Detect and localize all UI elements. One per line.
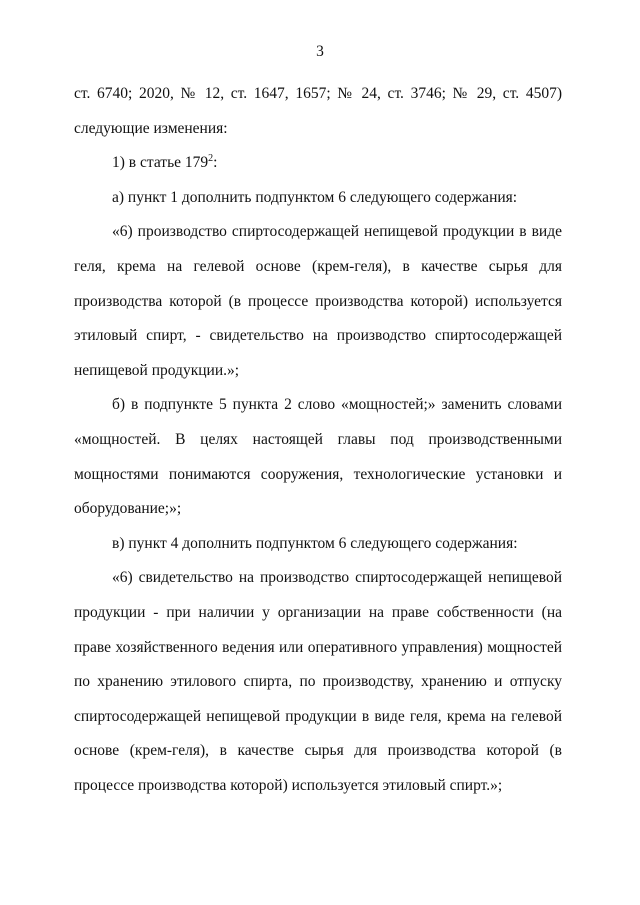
document-body	[74, 77, 562, 803]
article-superscript: 2	[208, 153, 214, 165]
paragraph-item-b: б) в подпункте 5 пункта 2 слово «мощностей;» заменить словами «мощностей. В целях настоящей главы под производственными мощностями понимаются сооружения, технологические установки и оборудование;»;	[74, 396, 562, 518]
paragraph-continuation: ст. 6740; 2020, № 12, ст. 1647, 1657; № 24, ст. 3746; № 29, ст. 4507) следующие изменения:	[74, 85, 562, 137]
paragraph-quote-6-certificate: «6) свидетельство на производство спиртосодержащей непищевой продукции - при наличии у организации на праве собственности (на праве хозяйственного ведения или оперативного управления) мощностей по хранению этилового спирта, по производству, хранению и отпуску спиртосодержащей непищевой продукции в виде геля, крема на гелевой основе (крем-геля), в качестве сырья для производства которой (в процессе производства которой) используется этиловый спирт.»;	[74, 569, 562, 794]
article-reference: 1) в статье 179	[112, 154, 209, 172]
paragraph-item-v: в) пункт 4 дополнить подпунктом 6 следующего содержания:	[112, 534, 518, 552]
page-number: 3	[316, 43, 324, 60]
paragraph-item-a: а) пункт 1 дополнить подпунктом 6 следующего содержания:	[112, 188, 518, 206]
paragraph-item-1	[74, 146, 562, 181]
paragraph-quote-6-production: «6) производство спиртосодержащей непищевой продукции в виде геля, крема на гелевой основе (крем-геля), в качестве сырья для производства которой (в процессе производства которой) используется этиловый спирт, - свидетельство на производство спиртосодержащей непищевой продукции.»;	[74, 223, 562, 379]
paragraph-item-1-suffix: :	[213, 154, 218, 172]
